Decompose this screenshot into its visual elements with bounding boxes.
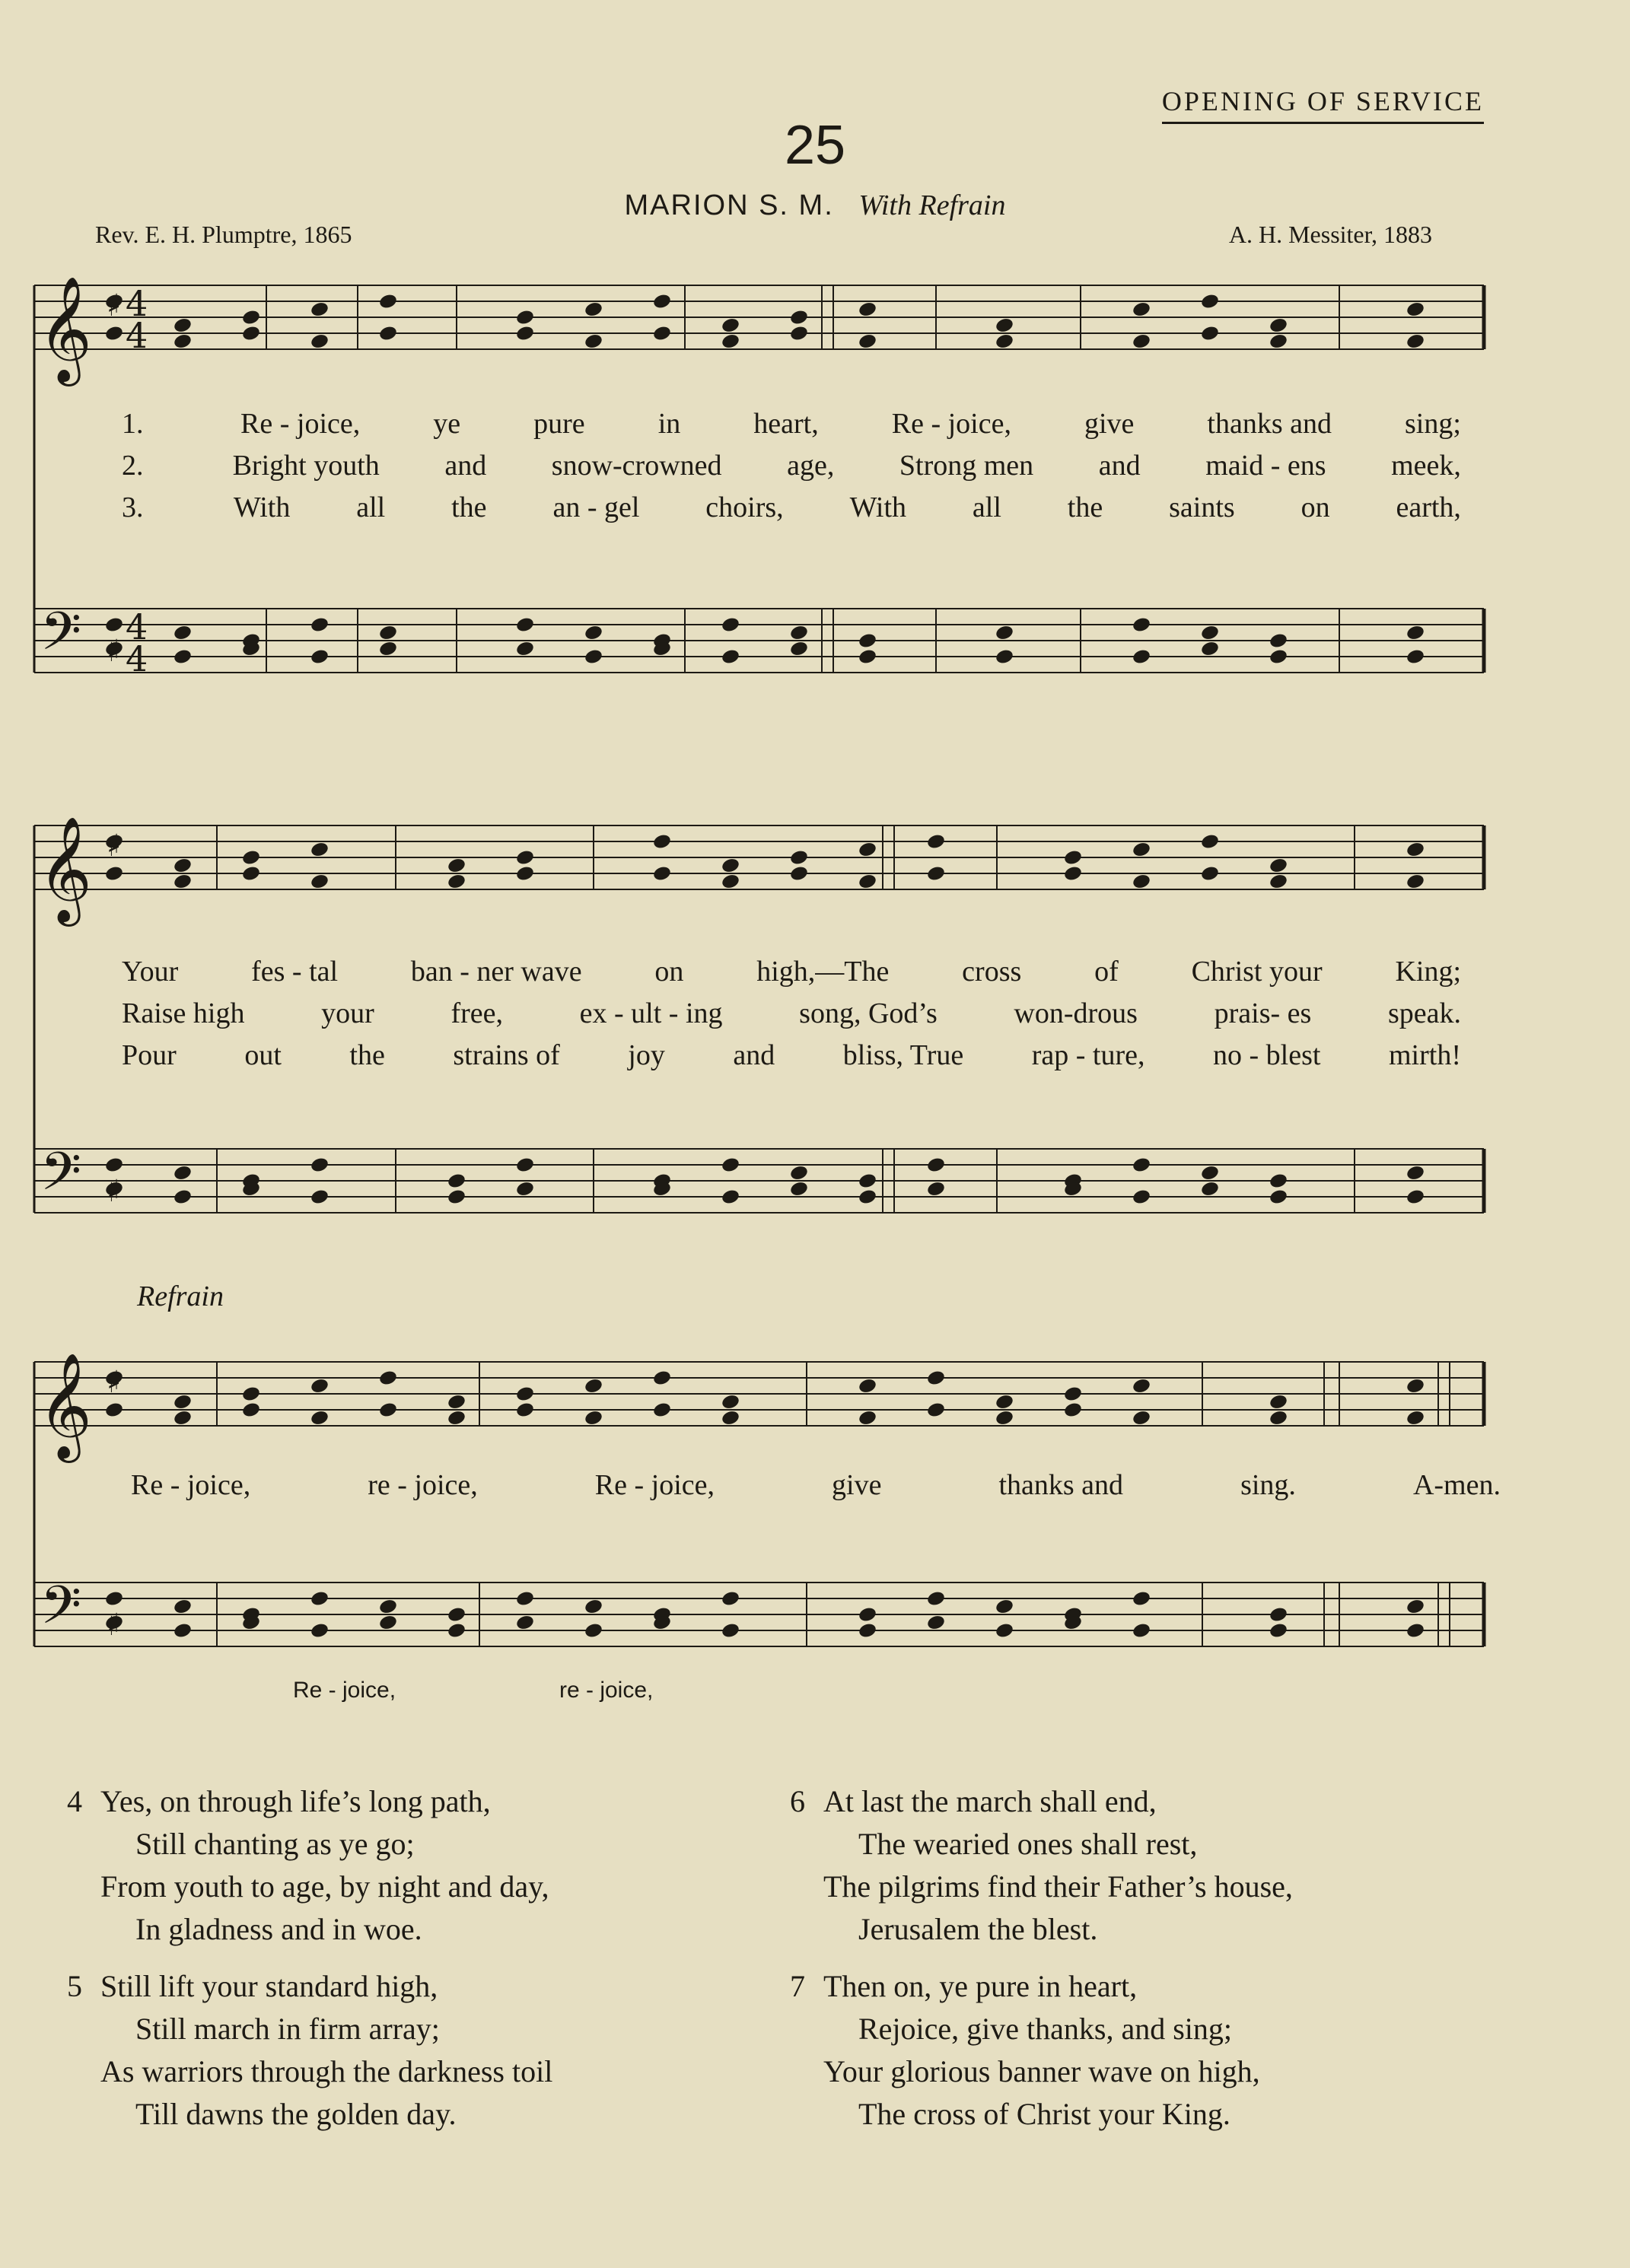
time-signature-bottom: 4 [126,315,148,356]
note-head [1406,1188,1425,1206]
note-head [1269,317,1288,334]
note-head [1132,1622,1151,1640]
note-head [926,833,946,851]
note-head [1200,293,1220,310]
note-head [789,309,809,326]
note-head [789,1180,809,1198]
lyric-syllable: no - blest [1213,1039,1321,1071]
lyric-syllable: earth, [1396,491,1461,523]
time-signature-top: 4 [126,606,148,647]
lyric-syllable: won-drous [1014,997,1138,1029]
stanza-line: The wearied ones shall rest, [858,1827,1198,1861]
lyric-syllable: the [349,1039,385,1071]
note-head [1200,865,1220,883]
note-head [515,1180,535,1198]
sharp-icon: ♯ [107,1365,122,1400]
note-head [173,1393,193,1411]
note-head [1200,325,1220,342]
note-head [173,1164,193,1182]
stanza-line: Then on, ye pure in heart, [823,1969,1138,2003]
lyric-syllable: sing; [1405,408,1461,440]
note-head [378,624,398,641]
note-head [173,873,193,890]
lyric-syllable: snow-crowned [551,450,722,482]
lyric-syllable: Strong men [899,450,1034,482]
note-head [926,1401,946,1419]
lyric-syllable: maid - ens [1205,450,1326,482]
stanza-number: 4 [67,1784,82,1818]
note-head [173,1409,193,1427]
bass-lyric-1: Re - joice, [293,1678,396,1703]
lyric-syllable: your [321,997,374,1029]
note-head [1063,865,1083,883]
note-head [721,317,740,334]
note-head [858,1409,877,1427]
note-head [995,624,1014,641]
stanza-line: Rejoice, give thanks, and sing; [858,2012,1233,2046]
note-head [1269,873,1288,890]
note-head [721,1409,740,1427]
note-head [995,332,1014,350]
lyric-syllable: Your [122,956,179,988]
stanza-line: Your glorious banner wave on high, [823,2054,1260,2088]
refrain-label: Refrain [137,1280,224,1312]
note-head [858,1172,877,1190]
refrain-syllable: thanks and [998,1469,1124,1501]
note-head [789,325,809,342]
note-head [378,293,398,310]
stanza-line: Still march in firm array; [135,2012,440,2046]
note-head [515,616,535,634]
note-head [447,1622,466,1640]
refrain-syllable: give [832,1469,882,1501]
note-head [104,865,124,883]
lyric-syllable: mirth! [1389,1039,1461,1071]
verse-3-lyrics-cont [122,1039,1461,1072]
note-head [1132,648,1151,666]
note-head [1132,1409,1151,1427]
note-head [310,1156,330,1174]
refrain-syllable: A-men. [1412,1469,1501,1501]
composer-credit: A. H. Messiter, 1883 [1228,221,1432,248]
note-head [310,332,330,350]
note-head [378,1598,398,1615]
note-head [1132,873,1151,890]
note-head [447,1409,466,1427]
note-head [1269,1393,1288,1411]
stanza-number: 7 [790,1969,805,2003]
note-head [378,1401,398,1419]
note-head [652,1401,672,1419]
lyric-syllable: joy [628,1039,665,1071]
note-head [447,1606,466,1624]
note-head [1132,1188,1151,1206]
stanza-line: As warriors through the darkness toil [100,2054,553,2088]
verse-2-lyrics [122,449,1461,482]
note-head [995,317,1014,334]
stanza-line: Still chanting as ye go; [135,1827,415,1861]
note-head [858,841,877,858]
note-head [515,1590,535,1608]
stanza-line: In gladness and in woe. [135,1912,422,1946]
note-head [310,648,330,666]
note-head [926,1614,946,1631]
note-head [447,873,466,890]
note-head [995,648,1014,666]
stanza-line: Jerusalem the blest. [858,1912,1098,1946]
stanza-6 [790,1780,1293,1951]
lyric-syllable: and [733,1039,775,1071]
lyric-syllable: give [1084,408,1135,440]
note-head [789,865,809,883]
note-head [995,1598,1014,1615]
note-head [378,325,398,342]
lyric-syllable: song, God’s [799,997,938,1029]
hymn-number: 25 [784,115,846,176]
stanza-5 [67,1965,553,2136]
refrain-syllable: Re - joice, [594,1469,715,1501]
verse-3-lyrics [122,491,1461,524]
lyric-syllable: Bright youth [232,450,380,482]
note-head [104,325,124,342]
note-head [1406,873,1425,890]
note-head [1406,1598,1425,1615]
note-head [1200,1164,1220,1182]
note-head [515,849,535,867]
lyric-syllable: With [849,491,907,523]
note-head [1132,841,1151,858]
lyric-syllable: prais- es [1214,997,1312,1029]
note-head [241,865,261,883]
note-head [858,1377,877,1395]
verse-2-lyrics-cont [122,997,1461,1030]
note-head [721,1188,740,1206]
note-head [926,1156,946,1174]
verse-1-lyrics-cont [122,955,1461,988]
note-head [926,1369,946,1387]
lyric-syllable: Pour [122,1039,177,1071]
lyric-syllable: strains of [453,1039,560,1071]
note-head [1406,1409,1425,1427]
refrain-syllable: re - joice, [368,1469,478,1501]
time-signature-top: 4 [126,283,148,324]
note-head [721,616,740,634]
note-head [310,1622,330,1640]
note-head [1063,849,1083,867]
section-title: OPENING OF SERVICE [1162,85,1484,124]
note-head [721,648,740,666]
note-head [858,301,877,318]
verse-1-lyrics [122,407,1461,441]
note-head [378,640,398,657]
note-head [241,325,261,342]
note-head [104,616,124,634]
note-head [1269,1172,1288,1190]
note-head [173,317,193,334]
note-head [447,857,466,874]
lyric-syllable: heart, [753,408,819,440]
note-head [1406,1164,1425,1182]
note-head [1269,648,1288,666]
note-head [1269,1606,1288,1624]
lyric-syllable: all [972,491,1001,523]
author-credit: Rev. E. H. Plumptre, 1865 [95,221,352,248]
refrain-syllable: Re - joice, [131,1469,251,1501]
note-head [858,1606,877,1624]
note-head [310,841,330,858]
note-head [584,624,603,641]
note-head [310,616,330,634]
note-head [104,1156,124,1174]
note-head [1063,1401,1083,1419]
note-head [515,1401,535,1419]
note-head [721,1590,740,1608]
note-head [1063,1385,1083,1403]
stanza-7 [790,1965,1260,2136]
note-head [447,1188,466,1206]
note-head [1132,1156,1151,1174]
note-head [652,325,672,342]
note-head [995,1622,1014,1640]
note-head [1200,624,1220,641]
lyric-syllable: speak. [1387,997,1461,1029]
note-head [241,1401,261,1419]
lyric-syllable: saints [1169,491,1235,523]
note-head [1132,1377,1151,1395]
sharp-icon: ♯ [107,288,122,323]
note-head [515,1156,535,1174]
note-head [858,632,877,650]
note-head [310,1409,330,1427]
sharp-icon: ♯ [107,1608,122,1643]
note-head [515,325,535,342]
stanza-line: Till dawns the golden day. [135,2097,457,2131]
note-head [789,624,809,641]
note-head [515,309,535,326]
note-head [1200,1180,1220,1198]
note-head [515,1614,535,1631]
note-head [310,1188,330,1206]
note-head [721,857,740,874]
refrain-note: With Refrain [858,189,1006,221]
note-head [1132,301,1151,318]
note-head [1200,833,1220,851]
lyric-syllable: and [444,450,487,482]
note-head [858,1622,877,1640]
note-head [1132,332,1151,350]
note-head [310,1590,330,1608]
note-head [1406,332,1425,350]
lyric-syllable: ye [433,408,461,440]
stanza-number: 6 [790,1784,805,1818]
stanza-line: The pilgrims find their Father’s house, [823,1869,1293,1904]
stanza-number: 5 [67,1969,82,2003]
note-head [721,332,740,350]
note-head [378,1614,398,1631]
bass-clef-icon: 𝄢 [40,1574,82,1649]
sharp-icon: ♯ [107,1174,122,1209]
lyric-syllable: thanks and [1207,408,1332,440]
note-head [515,1385,535,1403]
treble-clef-icon: 𝄞 [38,1353,92,1458]
note-head [241,309,261,326]
refrain-syllable: sing. [1240,1469,1296,1501]
verse-number: 2. [122,450,144,482]
note-head [173,1622,193,1640]
note-head [173,624,193,641]
lyric-syllable: Christ your [1191,956,1323,988]
note-head [310,1377,330,1395]
note-head [926,865,946,883]
lyric-syllable: the [1067,491,1103,523]
note-head [241,1385,261,1403]
note-head [310,873,330,890]
note-head [858,873,877,890]
note-head [1406,648,1425,666]
lyric-syllable: rap - ture, [1031,1039,1145,1071]
lyric-syllable: bliss, True [842,1039,964,1071]
note-head [926,1180,946,1198]
note-head [173,857,193,874]
note-head [173,648,193,666]
lyric-syllable: an - gel [552,491,640,523]
note-head [584,332,603,350]
note-head [858,648,877,666]
note-head [173,1598,193,1615]
verse-number: 3. [122,491,144,523]
note-head [1269,1409,1288,1427]
treble-clef-icon: 𝄞 [38,276,92,382]
bass-clef-icon: 𝄢 [40,1140,82,1215]
lyric-syllable: high,—The [756,956,890,988]
lyric-syllable: out [244,1039,282,1071]
lyric-syllable: King; [1395,956,1461,988]
lyric-syllable: and [1098,450,1141,482]
note-head [104,1590,124,1608]
stanza-line: From youth to age, by night and day, [100,1869,549,1904]
note-head [721,1622,740,1640]
note-head [721,1156,740,1174]
note-head [104,1401,124,1419]
time-signature-bottom: 4 [126,638,148,679]
bass-lyric-2: re - joice, [559,1678,654,1703]
note-head [721,1393,740,1411]
note-head [584,1598,603,1615]
lyric-syllable: cross [962,956,1022,988]
stanza-line: Yes, on through life’s long path, [100,1784,491,1818]
note-head [858,1188,877,1206]
note-head [378,1369,398,1387]
refrain-lyrics [131,1468,1501,1502]
stanza-line: Still lift your standard high, [100,1969,438,2003]
note-head [721,873,740,890]
note-head [584,301,603,318]
lyric-syllable: on [654,956,684,988]
lyric-syllable: age, [787,450,835,482]
lyric-syllable: Re - joice, [891,408,1011,440]
note-head [652,865,672,883]
note-head [584,1377,603,1395]
note-head [1132,1590,1151,1608]
sharp-icon: ♯ [107,829,122,864]
lyric-syllable: ban - ner wave [410,956,582,988]
note-head [652,833,672,851]
note-head [1269,1188,1288,1206]
note-head [1132,616,1151,634]
note-head [1406,1622,1425,1640]
lyric-syllable: With [233,491,291,523]
stanza-4 [67,1780,549,1951]
lyric-syllable: all [356,491,386,523]
lyric-syllable: of [1094,956,1119,988]
note-head [1269,632,1288,650]
note-head [515,640,535,657]
note-head [447,1393,466,1411]
note-head [1406,841,1425,858]
note-head [1200,640,1220,657]
note-head [1406,624,1425,641]
tune-name: MARION S. M. [624,189,834,221]
note-head [789,1164,809,1182]
note-head [584,1622,603,1640]
lyric-syllable: choirs, [705,491,784,523]
note-head [1269,1622,1288,1640]
note-head [1406,1377,1425,1395]
bass-clef-icon: 𝄢 [40,600,82,675]
note-head [789,849,809,867]
note-head [1406,301,1425,318]
verse-number: 1. [122,408,144,440]
note-head [584,648,603,666]
note-head [995,1409,1014,1427]
lyric-syllable: Raise high [122,997,245,1029]
lyric-syllable: the [451,491,487,523]
note-head [995,1393,1014,1411]
note-head [789,640,809,657]
note-head [1269,332,1288,350]
note-head [310,301,330,318]
lyric-syllable: Re - joice, [240,408,361,440]
stanza-line: At last the march shall end, [823,1784,1157,1818]
lyric-syllable: meek, [1391,450,1461,482]
note-head [652,1369,672,1387]
lyric-syllable: in [657,408,681,440]
note-head [584,1409,603,1427]
sharp-icon: ♯ [107,634,122,669]
note-head [652,293,672,310]
lyric-syllable: ex - ult - ing [579,997,723,1029]
note-head [447,1172,466,1190]
lyric-syllable: pure [533,408,585,440]
note-head [1269,857,1288,874]
treble-clef-icon: 𝄞 [38,816,92,922]
stanza-line: The cross of Christ your King. [858,2097,1230,2131]
note-head [858,332,877,350]
note-head [515,865,535,883]
note-head [173,1188,193,1206]
lyric-syllable: fes - tal [251,956,339,988]
lyric-syllable: on [1300,491,1330,523]
note-head [173,332,193,350]
lyric-syllable: free, [450,997,503,1029]
note-head [926,1590,946,1608]
note-head [241,849,261,867]
